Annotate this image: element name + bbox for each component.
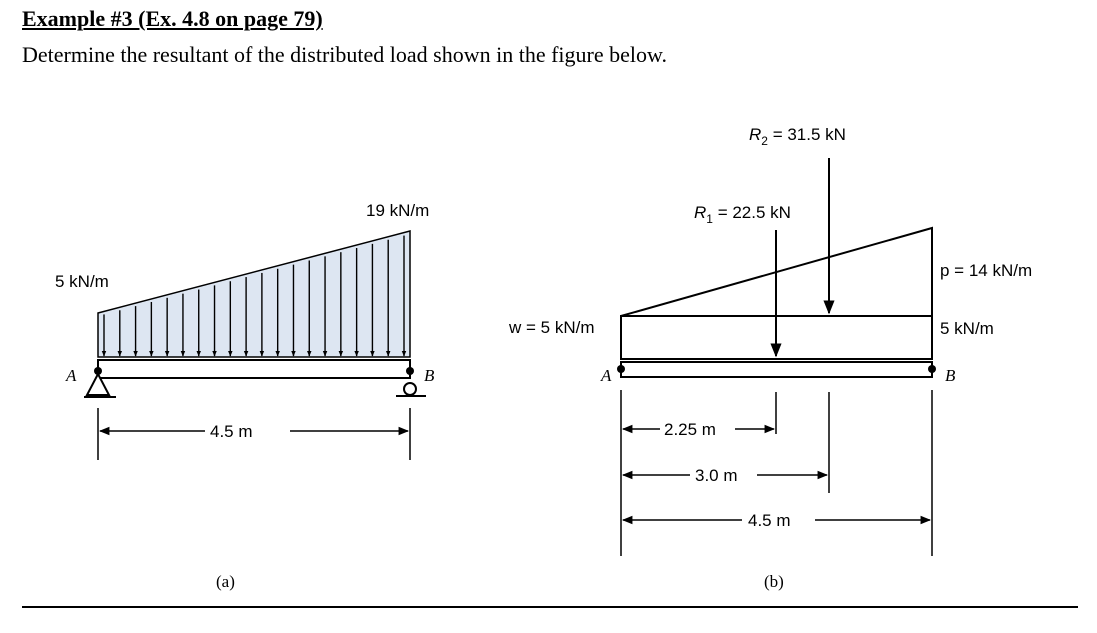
caption-a: (a) — [216, 572, 235, 591]
caption-b: (b) — [764, 572, 784, 591]
problem-statement: Determine the resultant of the distributed load shown in the figure below. — [22, 42, 667, 67]
beam-a — [98, 360, 410, 378]
r2-label: $R_2 = 31.5$ kN — [749, 125, 846, 148]
pin-b-marker — [928, 365, 936, 373]
dim-2-25-label: 2.25 m — [664, 420, 716, 439]
span-label: 4.5 m — [210, 422, 253, 441]
example-title: Example #3 (Ex. 4.8 on page 79) — [22, 6, 323, 31]
left-intensity-label: 5 kN/m — [55, 272, 109, 291]
w-label: w = 5 kN/m — [509, 318, 595, 337]
support-a-label: A — [66, 366, 77, 385]
beam-b — [621, 362, 932, 377]
dim-4-5-label: 4.5 m — [748, 511, 791, 530]
support-a-b-label: A — [601, 366, 612, 385]
p-label: p = 14 kN/m — [940, 261, 1033, 280]
dim-3-0-label: 3.0 m — [695, 466, 738, 485]
distributed-load-area — [98, 231, 410, 357]
support-b-label: B — [424, 366, 435, 385]
pin-a-marker — [617, 365, 625, 373]
figure-b — [508, 125, 1032, 591]
right-intensity-b-label: 5 kN/m — [940, 319, 994, 338]
right-intensity-label: 19 kN/m — [366, 201, 430, 220]
figure-a — [55, 201, 435, 591]
r1-label: $R_1 = 22.5$ kN — [694, 203, 791, 226]
bottom-rule — [22, 606, 1078, 608]
support-b-b-label: B — [945, 366, 956, 385]
